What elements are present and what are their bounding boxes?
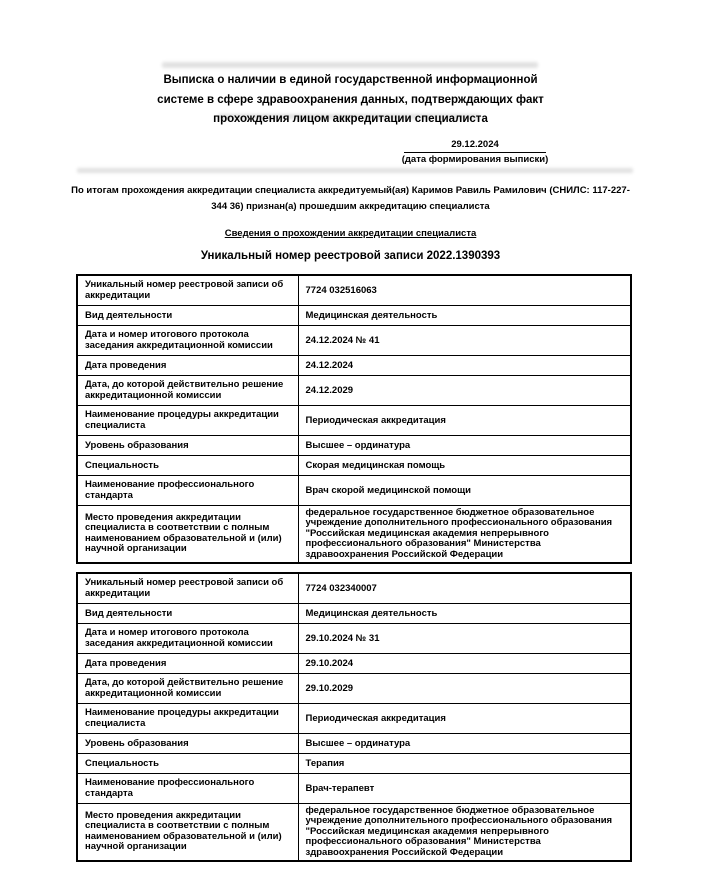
field-label: Дата и номер итогового протокола заседания аккредитационной комиссии bbox=[77, 623, 298, 653]
field-value: Скорая медицинская помощь bbox=[298, 455, 631, 475]
record-row bbox=[77, 455, 631, 475]
record-row bbox=[77, 275, 631, 305]
record-row bbox=[77, 803, 631, 861]
redacted-smudge-top bbox=[162, 62, 538, 68]
field-label: Вид деятельности bbox=[77, 305, 298, 325]
record-row bbox=[77, 475, 631, 505]
record-row bbox=[77, 623, 631, 653]
field-label: Уникальный номер реестровой записи об аккредитации bbox=[77, 573, 298, 603]
record-row bbox=[77, 573, 631, 603]
field-label: Место проведения аккредитации специалиста в соответствии с полным наименованием образовательной и (или) научной организации bbox=[77, 803, 298, 861]
accreditation-record-table-1 bbox=[76, 274, 632, 564]
field-value: Врач скорой медицинской помощи bbox=[298, 475, 631, 505]
intro-paragraph: По итогам прохождения аккредитации специалиста аккредитуемый(ая) Каримов Равиль Рамилович (СНИЛС: 117-227-344 36) признан(а) прошедшим аккредитацию специалиста bbox=[71, 185, 630, 212]
field-label: Уровень образования bbox=[77, 733, 298, 753]
field-value: Терапия bbox=[298, 753, 631, 773]
record-row bbox=[77, 405, 631, 435]
field-value: Медицинская деятельность bbox=[298, 603, 631, 623]
field-label: Уровень образования bbox=[77, 435, 298, 455]
issue-date-caption: (дата формирования выписки) bbox=[401, 154, 549, 165]
document-title bbox=[0, 71, 701, 130]
field-label: Место проведения аккредитации специалиста в соответствии с полным наименованием образовательной и (или) научной организации bbox=[77, 505, 298, 563]
field-label: Наименование профессионального стандарта bbox=[77, 773, 298, 803]
record-row bbox=[77, 435, 631, 455]
issue-date-block bbox=[398, 139, 552, 165]
field-value: 7724 032516063 bbox=[298, 275, 631, 305]
document-title-line-2: системе в сфере здравоохранения данных, подтверждающих факт bbox=[157, 93, 544, 106]
record-row bbox=[77, 603, 631, 623]
record-row bbox=[77, 355, 631, 375]
field-label: Вид деятельности bbox=[77, 603, 298, 623]
field-label: Дата, до которой действительно решение аккредитационной комиссии bbox=[77, 375, 298, 405]
accreditation-record-table-2 bbox=[76, 572, 632, 862]
record-table-body bbox=[77, 275, 631, 563]
registry-number-heading: Уникальный номер реестровой записи 2022.1390393 bbox=[200, 250, 501, 262]
field-value: 24.12.2024 bbox=[298, 355, 631, 375]
field-value: 29.10.2024 bbox=[298, 653, 631, 673]
record-row bbox=[77, 325, 631, 355]
field-value: 29.10.2029 bbox=[298, 673, 631, 703]
field-label: Специальность bbox=[77, 455, 298, 475]
document-title-line-3: прохождения лицом аккредитации специалиста bbox=[213, 113, 488, 125]
record-row bbox=[77, 653, 631, 673]
document-title-line-1: Выписка о наличии в единой государственной информационной bbox=[163, 74, 538, 86]
record-row bbox=[77, 773, 631, 803]
field-value: Медицинская деятельность bbox=[298, 305, 631, 325]
field-value: Периодическая аккредитация bbox=[298, 703, 631, 733]
record-row bbox=[77, 673, 631, 703]
field-label: Дата проведения bbox=[77, 653, 298, 673]
field-label: Наименование процедуры аккредитации специалиста bbox=[77, 703, 298, 733]
record-table-body bbox=[77, 573, 631, 861]
section-heading: Сведения о прохождении аккредитации специалиста bbox=[224, 228, 477, 239]
field-label: Дата, до которой действительно решение аккредитационной комиссии bbox=[77, 673, 298, 703]
field-value: Периодическая аккредитация bbox=[298, 405, 631, 435]
field-label: Наименование процедуры аккредитации специалиста bbox=[77, 405, 298, 435]
field-value: федеральное государственное бюджетное образовательное учреждение дополнительного профессионального образования "Российская медицинская академия непрерывного профессионального образования" Министерства здравоохранения Российской Федерации bbox=[298, 803, 631, 861]
redacted-smudge-above-paragraph bbox=[77, 168, 633, 173]
field-value: 24.12.2029 bbox=[298, 375, 631, 405]
issue-date-value: 29.12.2024 bbox=[404, 139, 546, 153]
field-value: 29.10.2024 № 31 bbox=[298, 623, 631, 653]
field-label: Наименование профессионального стандарта bbox=[77, 475, 298, 505]
field-value: 24.12.2024 № 41 bbox=[298, 325, 631, 355]
record-row bbox=[77, 753, 631, 773]
record-row bbox=[77, 305, 631, 325]
record-row bbox=[77, 375, 631, 405]
field-value: Врач-терапевт bbox=[298, 773, 631, 803]
field-label: Уникальный номер реестровой записи об аккредитации bbox=[77, 275, 298, 305]
field-label: Специальность bbox=[77, 753, 298, 773]
field-label: Дата проведения bbox=[77, 355, 298, 375]
field-value: федеральное государственное бюджетное образовательное учреждение дополнительного профессионального образования "Российская медицинская академия непрерывного профессионального образования" Министерства здравоохранения Российской Федерации bbox=[298, 505, 631, 563]
field-value: 7724 032340007 bbox=[298, 573, 631, 603]
record-row bbox=[77, 733, 631, 753]
field-label: Дата и номер итогового протокола заседания аккредитационной комиссии bbox=[77, 325, 298, 355]
record-row bbox=[77, 703, 631, 733]
field-value: Высшее – ординатура bbox=[298, 733, 631, 753]
record-row bbox=[77, 505, 631, 563]
field-value: Высшее – ординатура bbox=[298, 435, 631, 455]
